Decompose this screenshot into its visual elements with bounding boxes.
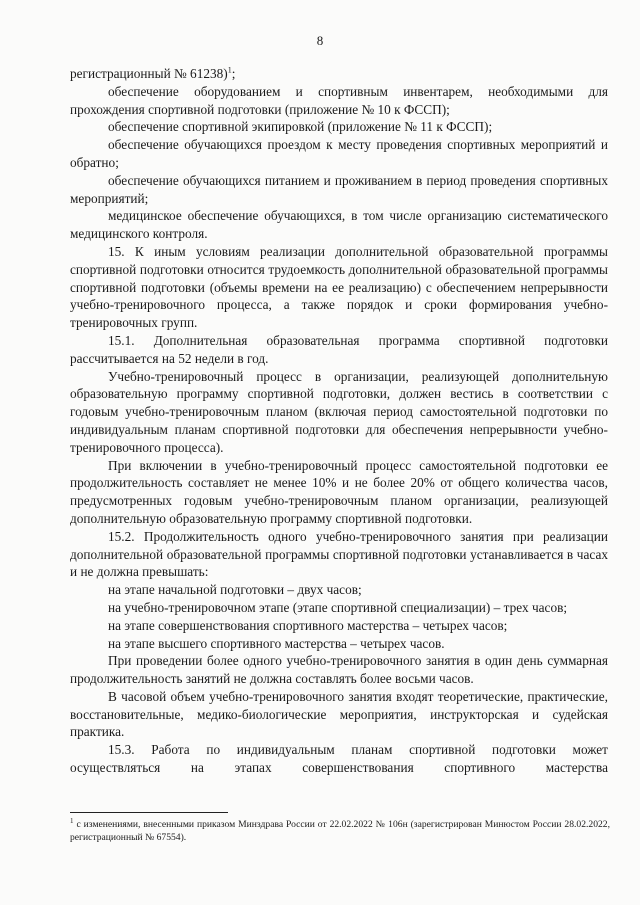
paragraph-tail: ; (231, 66, 236, 81)
paragraph-text: При включении в учебно-тренировочный процесс самостоятельной подготовки ее продолжительность составляет не менее 10% и не более 20% от общего количества часов, предусмотренных годовым учебно-тренировочным планом организации, реализующей дополнительную образовательную программу спортивной подготовки. (70, 457, 608, 526)
paragraph (70, 65, 608, 83)
paragraph-text: на этапе совершенствования спортивного мастерства – четырех часов; (108, 617, 508, 633)
paragraph-text: обеспечение оборудованием и спортивным инвентарем, необходимыми для прохождения спортивной подготовки (приложение № 10 к ФССП); (70, 83, 608, 117)
paragraph (70, 172, 608, 208)
paragraph (70, 528, 608, 581)
footnote (70, 818, 610, 844)
paragraph-text: регистрационный № 61238) (70, 66, 228, 81)
paragraph (70, 688, 608, 741)
paragraph-text: 15. К иным условиям реализации дополнительной образовательной программы спортивной подготовки относится трудоемкость дополнительной образовательной программы спортивной подготовки (объемы времени на ее реализацию) с обеспечением непрерывности учебно-тренировочного процесса, а также порядок и сроки формирования учебно-тренировочных групп. (70, 243, 608, 331)
paragraph-text: обеспечение обучающихся питанием и проживанием в период проведения спортивных мероприятий; (70, 172, 608, 206)
footnote-text: с изменениями, внесенными приказом Минздрава России от 22.02.2022 № 106н (зарегистрирован Минюстом России 28.02.2022, регистрационный № 67554). (70, 819, 610, 843)
paragraph (70, 741, 608, 777)
body-text (70, 65, 608, 777)
paragraph (70, 635, 608, 653)
paragraph-text: При проведении более одного учебно-тренировочного занятия в один день суммарная продолжительность занятий не должна составлять более восьми часов. (70, 653, 608, 687)
paragraph-text: 15.3. Работа по индивидуальным планам спортивной подготовки может осуществляться на этапах совершенствования спортивного мастерства (70, 742, 608, 776)
paragraph-text: на учебно-тренировочном этапе (этапе спортивной специализации) – трех часов; (108, 599, 568, 615)
paragraph-text: обеспечение спортивной экипировкой (приложение № 11 к ФССП); (108, 119, 493, 135)
paragraph (70, 368, 608, 457)
paragraph (70, 136, 608, 172)
paragraph (70, 581, 608, 599)
paragraph-text: обеспечение обучающихся проездом к месту проведения спортивных мероприятий и обратно; (70, 137, 608, 170)
paragraph-text: 15.2. Продолжительность одного учебно-тренировочного занятия при реализации дополнительной образовательной программы спортивной подготовки устанавливается в часах и не должна превышать: (70, 528, 608, 580)
paragraph (70, 617, 608, 635)
footnote-reference: 1 (227, 65, 232, 75)
paragraph (70, 118, 608, 136)
paragraph-text: 15.1. Дополнительная образовательная программа спортивной подготовки рассчитывается на 52 недели в год. (70, 332, 608, 366)
footnote-marker: 1 (70, 816, 74, 825)
paragraph-text: на этапе начальной подготовки – двух часов; (108, 582, 362, 598)
footnote-separator (70, 812, 228, 813)
paragraph-text: на этапе высшего спортивного мастерства – четырех часов. (108, 635, 445, 651)
paragraph (70, 83, 608, 119)
paragraph (70, 457, 608, 528)
paragraph-text: В часовой объем учебно-тренировочного занятия входят теоретические, практические, восстановительные, медико-биологические мероприятия, инструкторская и судейская практика. (70, 688, 608, 740)
paragraph (70, 207, 608, 243)
paragraph (70, 243, 608, 332)
paragraph (70, 332, 608, 368)
page-number: 8 (316, 33, 324, 48)
paragraph (70, 652, 608, 688)
paragraph-text: Учебно-тренировочный процесс в организации, реализующей дополнительную образовательную программу спортивной подготовки, должен вестись в соответствии с годовым учебно-тренировочным планом (включая период самостоятельной подготовки по индивидуальным планам спортивной подготовки для обеспечения непрерывности учебно-тренировочного процесса). (70, 368, 608, 455)
paragraph-text: медицинское обеспечение обучающихся, в том числе организацию систематического медицинского контроля. (70, 208, 608, 242)
paragraph (70, 599, 608, 617)
